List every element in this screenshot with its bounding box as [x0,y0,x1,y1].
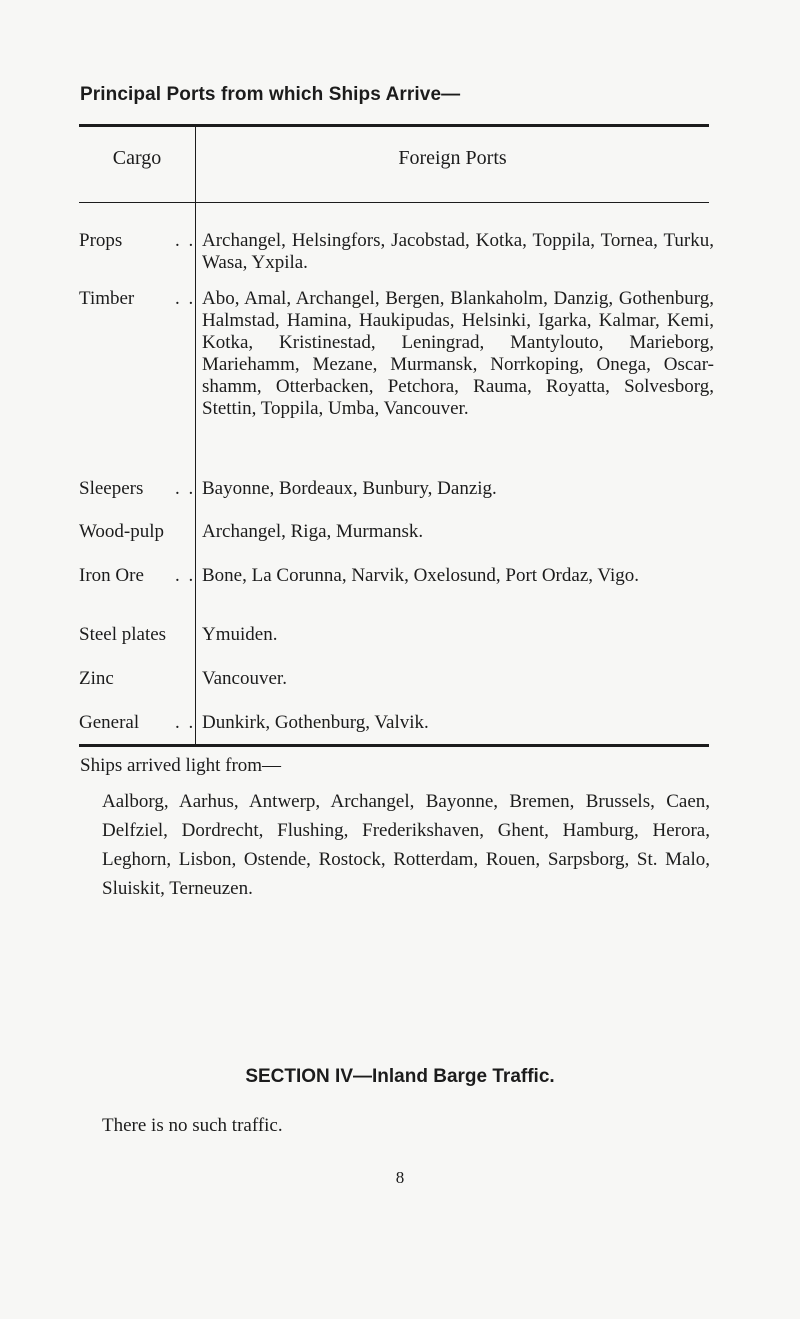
cargo-cell: General [79,712,140,733]
cargo-cell: Timber [79,288,135,309]
ports-cell: Dunkirk, Gothenburg, Valvik. [202,712,429,733]
page-heading: Principal Ports from which Ships Arrive— [80,84,461,105]
ports-cell: Vancouver. [202,668,287,689]
page-number: 8 [395,1168,405,1187]
dot-leader: . . [175,288,196,309]
table-bottom-rule [79,744,709,747]
dot-leader: . . [175,712,196,733]
cargo-cell: Zinc [79,668,114,689]
cargo-cell: Steel plates [79,624,167,645]
ports-cell: Bone, La Corunna, Narvik, Oxelosund, Port Ordaz, Vigo. [202,565,640,586]
ports-cell: Ymuiden. [202,624,278,645]
dot-leader: . . [175,478,196,499]
column-header-foreign-ports: Foreign Ports [398,147,507,169]
cargo-cell: Iron Ore [79,565,144,586]
light-arrivals-title: Ships arrived light from— [80,755,282,776]
ports-cell: Abo, Amal, Archangel, Bergen, Blankaholm, Danzig, Gothenburg, Halmstad, Hamina, Haukipudas, Helsinki, Igarka, Kalmar, Kemi, Kotka, Kristinestad, Leningrad, Mantylouto, Marieborg, Mariehamm, Mezane, Murmansk, Norrkoping, Onega, Oscar-shamm, Otterbacken, Petchora, Rauma, Royatta, Solvesborg, Stettin, Toppila, Umba, Vancouver. [202,288,714,419]
dot-leader: . . [175,565,196,586]
table-top-rule [79,124,709,127]
ports-cell: Archangel, Helsingfors, Jacobstad, Kotka, Toppila, Tornea, Turku, Wasa, Yxpila. [202,230,714,273]
cargo-cell: Sleepers [79,478,144,499]
cargo-cell: Wood-pulp [79,521,165,542]
cargo-cell: Props [79,230,123,251]
section-title: SECTION IV—Inland Barge Traffic. [245,1066,555,1087]
cargo-ports-table [79,124,714,747]
section-body: There is no such traffic. [102,1115,283,1136]
column-divider [195,124,196,747]
light-arrivals-ports: Aalborg, Aarhus, Antwerp, Archangel, Bayonne, Bremen, Brussels, Caen, Delfziel, Dordrecht, Flushing, Frederikshaven, Ghent, Hamburg, Herora, Leghorn, Lisbon, Ostende, Rostock, Rotterdam, Rouen, Sarpsborg, St. Malo, Sluiskit, Terneuzen. [102,791,710,899]
header-rule [79,202,709,203]
ports-cell: Archangel, Riga, Murmansk. [202,521,424,542]
dot-leader: . . [175,230,196,251]
ports-cell: Bayonne, Bordeaux, Bunbury, Danzig. [202,478,497,499]
column-header-cargo: Cargo [112,147,162,169]
